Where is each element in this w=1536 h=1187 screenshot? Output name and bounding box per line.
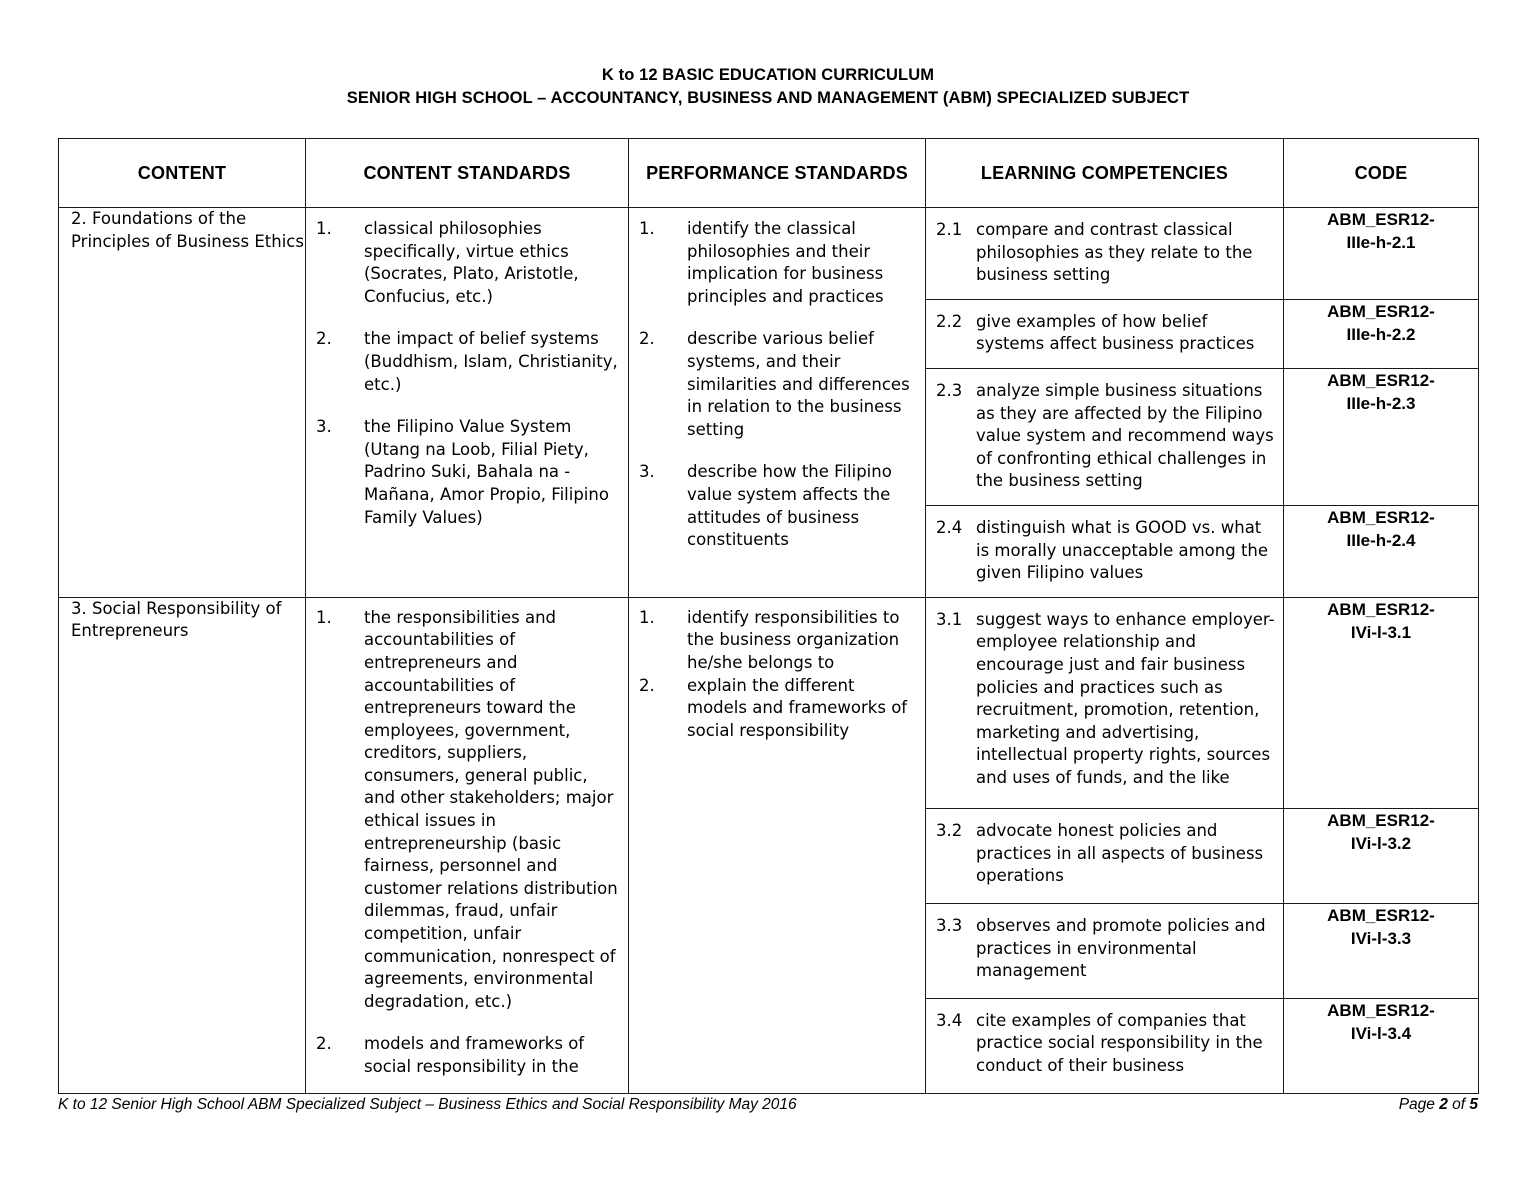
code-line-1: ABM_ESR12- <box>1327 599 1435 619</box>
list-item <box>639 461 915 551</box>
performance-standards-cell-section-3 <box>629 597 926 1093</box>
list-text: the Filipino Value System (Utang na Loob, Filial Piety, Padrino Suki, Bahala na - Mañana, Amor Propio, Filipino Family Values) <box>364 417 609 527</box>
curriculum-table <box>58 138 1479 1094</box>
list-item <box>316 1033 618 1078</box>
list-number: 1. <box>316 219 332 238</box>
competency-number: 3.1 <box>936 609 963 629</box>
competency-cell <box>926 368 1284 505</box>
list-text: classical philosophies specifically, virtue ethics (Socrates, Plato, Aristotle, Confucius, etc.) <box>364 219 579 306</box>
list-text: explain the different models and frameworks of social responsibility <box>687 675 908 740</box>
list-item <box>639 675 915 743</box>
list-number: 1. <box>639 219 655 238</box>
page-middle: of <box>1447 1096 1470 1113</box>
content-cell-section-2: 2. Foundations of the Principles of Business Ethics <box>59 208 306 598</box>
competency-cell <box>926 809 1284 904</box>
competency-cell <box>926 505 1284 597</box>
performance-standards-cell-section-2 <box>629 208 926 598</box>
document-header <box>0 64 1536 110</box>
page-prefix: Page <box>1398 1096 1440 1113</box>
list-number: 2. <box>316 329 332 349</box>
list-item <box>316 607 618 1014</box>
code-cell <box>1284 597 1479 809</box>
footer-subject-line: K to 12 Senior High School ABM Specialized Subject – Business Ethics and Social Responsibility May 2016 <box>58 1096 797 1113</box>
code-cell <box>1284 904 1479 999</box>
list-number: 2. <box>639 675 655 695</box>
competency-number: 2.4 <box>936 517 963 537</box>
list-number: 2. <box>639 329 655 349</box>
performance-standards-list <box>639 218 915 552</box>
list-number: 1. <box>639 607 655 627</box>
competency-number: 3.3 <box>936 916 963 936</box>
list-text: describe how the Filipino value system affects the attitudes of business constituents <box>687 462 892 550</box>
competency-number: 3.4 <box>936 1010 963 1030</box>
competency-text: distinguish what is GOOD vs. what is morally unacceptable among the given Filipino values <box>976 517 1269 583</box>
list-item <box>316 416 618 529</box>
content-cell-section-3: 3. Social Responsibility of Entrepreneurs <box>59 597 306 1093</box>
code-cell <box>1284 998 1479 1093</box>
code-line-2: IVi-l-3.3 <box>1350 929 1412 949</box>
competency-cell <box>926 597 1284 809</box>
list-item <box>639 218 915 308</box>
code-line-2: IIIe-h-2.2 <box>1346 324 1416 344</box>
code-line-1: ABM_ESR12- <box>1327 301 1435 321</box>
competency-text: advocate honest policies and practices in all aspects of business operations <box>976 821 1264 886</box>
competency-text: observes and promote policies and practices in environmental management <box>976 916 1266 981</box>
list-number: 2. <box>316 1034 332 1054</box>
header-line-1: K to 12 BASIC EDUCATION CURRICULUM <box>601 66 935 84</box>
code-cell <box>1284 208 1479 300</box>
list-item <box>639 328 915 441</box>
code-cell <box>1284 809 1479 904</box>
competency-text: give examples of how belief systems affect business practices <box>976 311 1255 354</box>
competency-number: 2.3 <box>936 380 963 400</box>
list-item <box>316 218 618 308</box>
competency-text: suggest ways to enhance employer-employee relationship and encourage just and fair business policies and practices such as recruitment, promotion, retention, marketing and advertising, intellectual property rights, sources and uses of funds, and the like <box>976 609 1275 787</box>
column-header-content-standards: CONTENT STANDARDS <box>306 139 629 208</box>
page-total: 5 <box>1469 1096 1478 1113</box>
competency-number: 2.1 <box>936 220 963 239</box>
content-standards-cell-section-3 <box>306 597 629 1093</box>
column-header-content: CONTENT <box>59 139 306 208</box>
table-row <box>59 208 1479 300</box>
list-item <box>316 328 618 396</box>
competency-cell <box>926 904 1284 999</box>
code-line-1: ABM_ESR12- <box>1327 370 1435 390</box>
code-line-2: IIIe-h-2.1 <box>1346 233 1416 252</box>
competency-text: analyze simple business situations as they are affected by the Filipino value system and recommend ways of confronting ethical challenges in the business setting <box>976 380 1274 491</box>
code-line-1: ABM_ESR12- <box>1327 811 1435 831</box>
code-line-2: IIIe-h-2.3 <box>1346 393 1416 413</box>
competency-cell <box>926 208 1284 300</box>
competency-number: 2.2 <box>936 311 963 331</box>
code-line-1: ABM_ESR12- <box>1327 210 1435 229</box>
list-text: identify responsibilities to the business organization he/she belongs to <box>687 607 900 672</box>
content-standards-cell-section-2 <box>306 208 629 598</box>
code-line-1: ABM_ESR12- <box>1327 1000 1435 1020</box>
content-standards-list <box>316 218 618 529</box>
list-item <box>639 607 915 675</box>
competency-cell <box>926 998 1284 1093</box>
header-line-2: SENIOR HIGH SCHOOL – ACCOUNTANCY, BUSINESS AND MANAGEMENT (ABM) SPECIALIZED SUBJECT <box>346 89 1190 107</box>
column-header-learning-competencies: LEARNING COMPETENCIES <box>926 139 1284 208</box>
performance-standards-list <box>639 607 915 743</box>
code-line-2: IVi-l-3.4 <box>1350 1023 1412 1043</box>
competency-cell <box>926 299 1284 368</box>
column-header-code: CODE <box>1284 139 1479 208</box>
code-line-2: IIIe-h-2.4 <box>1346 530 1416 550</box>
competency-text: cite examples of companies that practice social responsibility in the conduct of their business <box>976 1010 1263 1076</box>
code-cell <box>1284 368 1479 505</box>
code-line-1: ABM_ESR12- <box>1327 906 1435 926</box>
competency-text: compare and contrast classical philosophies as they relate to the business setting <box>976 220 1253 285</box>
content-standards-list <box>316 607 618 1079</box>
competency-number: 3.2 <box>936 821 963 841</box>
list-text: the responsibilities and accountabilities of entrepreneurs and accountabilities of entrepreneurs toward the employees, government, creditors, suppliers, consumers, general public, and other stakeholders; major ethical issues in entrepreneurship (basic fairness, personnel and customer relations distribution dilemmas, fraud, unfair competition, unfair communication, nonrespect of agreements, environmental degradation, etc.) <box>364 607 618 1011</box>
column-header-performance-standards: PERFORMANCE STANDARDS <box>629 139 926 208</box>
page-number: 2 <box>1439 1096 1448 1113</box>
list-number: 1. <box>316 607 332 627</box>
table-row <box>59 597 1479 809</box>
code-line-1: ABM_ESR12- <box>1327 507 1435 527</box>
footer-page-indicator <box>1399 1096 1478 1114</box>
code-line-2: IVi-l-3.2 <box>1350 834 1412 854</box>
list-text: identify the classical philosophies and their implication for business principles and practices <box>687 219 884 306</box>
code-cell <box>1284 505 1479 597</box>
list-number: 3. <box>316 417 332 437</box>
code-line-2: IVi-l-3.1 <box>1350 622 1412 642</box>
list-text: describe various belief systems, and their similarities and differences in relation to the business setting <box>687 329 910 439</box>
code-cell <box>1284 299 1479 368</box>
table-header-row <box>59 139 1479 208</box>
document-footer <box>58 1096 1478 1114</box>
list-text: the impact of belief systems (Buddhism, Islam, Christianity, etc.) <box>364 329 618 394</box>
list-text: models and frameworks of social responsibility in the <box>364 1034 585 1076</box>
list-number: 3. <box>639 462 655 482</box>
